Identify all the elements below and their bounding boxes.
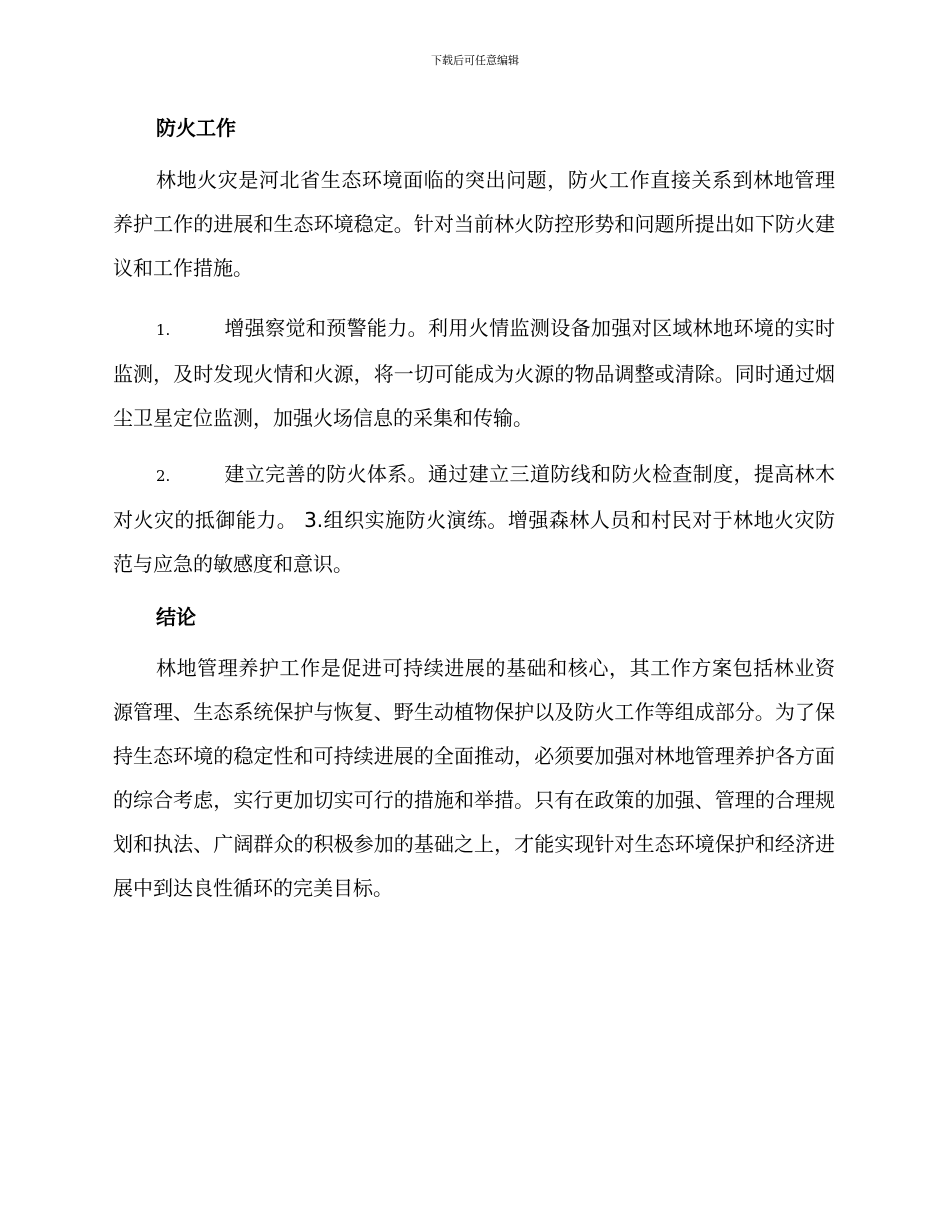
- section-title-conclusion: 结论: [156, 605, 196, 629]
- paragraph-fire-intro: 林地火灾是河北省生态环境面临的突出问题，防火工作直接关系到林地管理养护工作的进展和生态环境稳定。针对当前林火防控形势和问题所提出如下防火建议和工作措施。: [113, 168, 835, 280]
- list-number: 2.: [156, 467, 171, 485]
- section-title-fire-prevention: 防火工作: [156, 116, 236, 140]
- list-item-text: 增强察觉和预警能力。利用火情监测设备加强对区域林地环境的实时监测，及时发现火情和火源，将一切可能成为火源的物品调整或清除。同时通过烟尘卫星定位监测，加强火场信息的采集和传输。: [113, 316, 835, 430]
- list-number: 1.: [156, 321, 171, 339]
- list-item-1: [113, 306, 835, 440]
- list-item-text: 建立完善的防火体系。通过建立三道防线和防火检查制度，提高林木对火灾的抵御能力。 3.组织实施防火演练。增强森林人员和村民对于林地火灾防范与应急的敏感度和意识。: [113, 462, 835, 576]
- document-body: [113, 113, 835, 910]
- list-item-2: [113, 452, 835, 586]
- page-header-note: 下载后可任意编辑: [431, 54, 519, 67]
- paragraph-conclusion: 林地管理养护工作是促进可持续进展的基础和核心，其工作方案包括林业资源管理、生态系统保护与恢复、野生动植物保护以及防火工作等组成部分。为了保持生态环境的稳定性和可持续进展的全面推动，必须要加强对林地管理养护各方面的综合考虑，实行更加切实可行的措施和举措。只有在政策的加强、管理的合理规划和执法、广阔群众的积极参加的基础之上，才能实现针对生态环境保护和经济进展中到达良性循环的完美目标。: [113, 656, 835, 900]
